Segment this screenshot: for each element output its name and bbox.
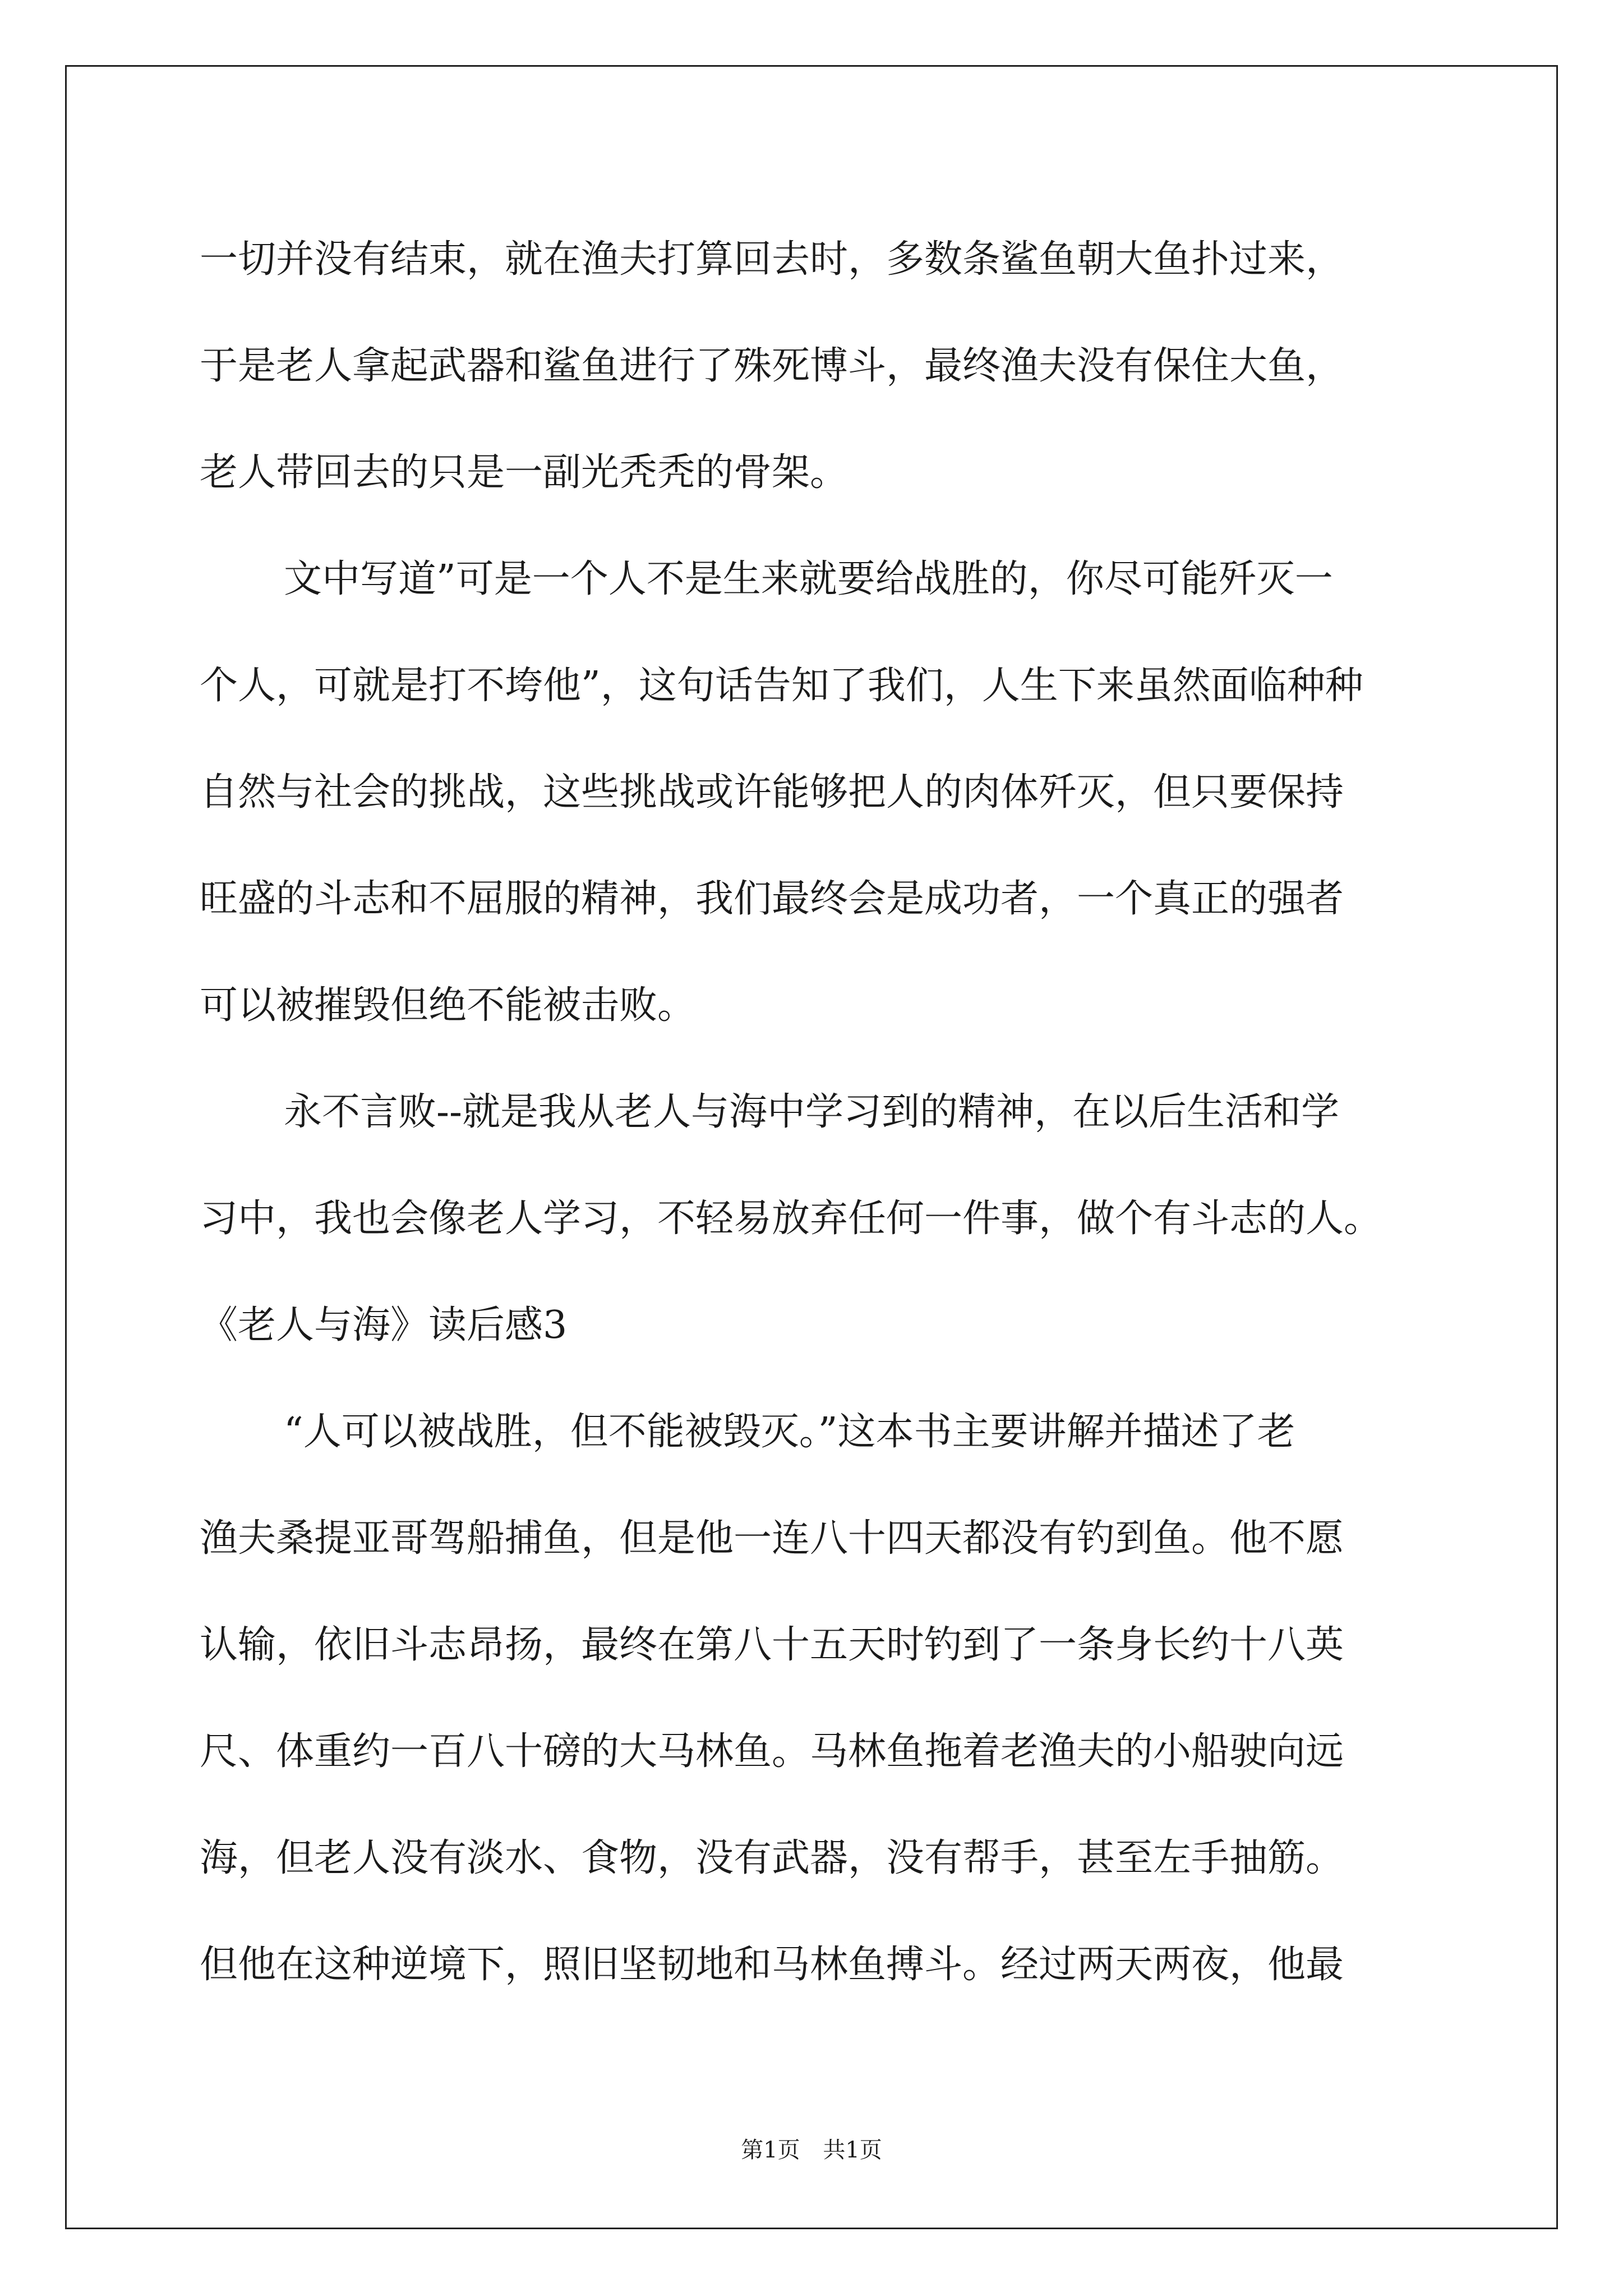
text-line: 于是老人拿起武器和鲨鱼进行了殊死博斗，最终渔夫没有保住大鱼， [200, 344, 1344, 388]
page-total: 共1页 [823, 2137, 882, 2163]
text-line: 海，但老人没有淡水、食物，没有武器，没有帮手，甚至左手抽筋。 [200, 1836, 1344, 1880]
text-line: 老人带回去的只是一副光秃秃的骨架。 [200, 450, 849, 495]
text-line: 旺盛的斗志和不屈服的精神，我们最终会是成功者，一个真正的强者 [200, 877, 1344, 921]
text-line: 可以被摧毁但绝不能被击败。 [200, 983, 696, 1028]
text-line: 一切并没有结束，就在渔夫打算回去时，多数条鲨鱼朝大鱼扑过来， [200, 237, 1344, 282]
section-heading: 《老人与海》读后感3 [200, 1303, 568, 1347]
text-line: 尺、体重约一百八十磅的大马林鱼。马林鱼拖着老渔夫的小船驶向远 [200, 1729, 1344, 1774]
text-line: 永不言败--就是我从老人与海中学习到的精神，在以后生活和学 [284, 1090, 1339, 1134]
text-line: “人可以被战胜，但不能被毁灭。”这本书主要讲解并描述了老 [284, 1410, 1295, 1454]
document-body [200, 206, 1433, 2018]
text-line: 自然与社会的挑战，这些挑战或许能够把人的肉体歼灭，但只要保持 [200, 770, 1344, 815]
text-line: 但他在这种逆境下，照旧坚韧地和马林鱼搏斗。经过两天两夜，他最 [200, 1943, 1344, 1987]
text-line: 渔夫桑提亚哥驾船捕鱼，但是他一连八十四天都没有钓到鱼。他不愿 [200, 1516, 1344, 1561]
page-number: 第1页 [741, 2137, 800, 2163]
text-line: 文中写道”可是一个人不是生来就要给战胜的，你尽可能歼灭一 [284, 557, 1333, 601]
page-footer [0, 2136, 1623, 2164]
text-line: 认输，依旧斗志昂扬，最终在第八十五天时钓到了一条身长约十八英 [200, 1623, 1344, 1667]
text-line: 个人，可就是打不垮他”，这句话告知了我们，人生下来虽然面临种种 [200, 664, 1363, 708]
text-line: 习中，我也会像老人学习，不轻易放弃任何一件事，做个有斗志的人。 [200, 1197, 1382, 1241]
